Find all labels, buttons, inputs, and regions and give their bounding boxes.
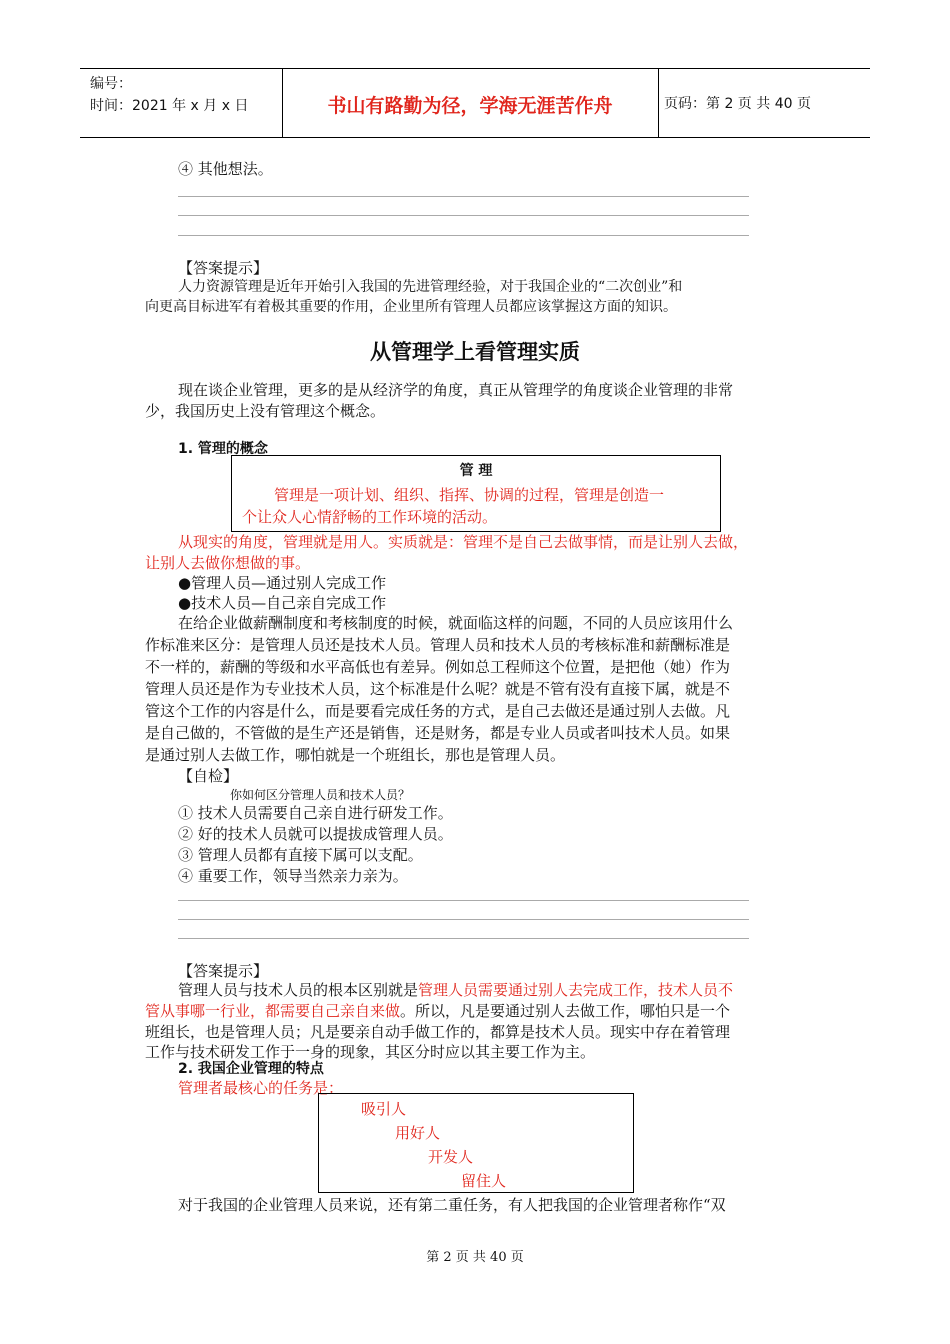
task-item: 留住人	[461, 1172, 507, 1190]
section-heading: 2. 我国企业管理的特点	[178, 1061, 324, 1077]
section-heading: 1. 管理的概念	[178, 441, 268, 457]
answer-line	[178, 919, 749, 920]
hint-text: 人力资源管理是近年开始引入我国的先进管理经验，对于我国企业的“二次创业”和	[178, 279, 683, 295]
answer-line	[178, 235, 749, 236]
page-header	[80, 68, 870, 138]
definition-box	[231, 455, 721, 532]
answer-line	[178, 938, 749, 939]
answer-line	[178, 196, 749, 197]
paragraph-line: 在给企业做薪酬制度和考核制度的时候，就面临这样的问题，不同的人员应该用什么	[178, 614, 734, 632]
hint-text-highlight: 管从事哪一行业，都需要自己亲自来做	[145, 1002, 401, 1020]
paragraph-line: 是通过别人去做工作，哪怕就是一个班组长，那也是管理人员。	[145, 746, 566, 764]
tasks-box	[318, 1093, 634, 1193]
option-item: ② 好的技术人员就可以提拔成管理人员。	[178, 825, 453, 843]
header-info	[90, 73, 248, 117]
header-motto: 书山有路勤为径，学海无涯苦作舟	[327, 95, 613, 117]
header-page-label: 页码：第 2 页 共 40 页	[664, 96, 811, 112]
highlight-text: 让别人去做你想做的事。	[145, 554, 311, 572]
hint-text: 工作与技术研发工作于一身的现象，其区分时应以其主要工作为主。	[145, 1043, 596, 1061]
hint-text	[178, 979, 733, 1001]
core-task-label: 管理者最核心的任务是：	[178, 1079, 344, 1097]
task-item: 用好人	[395, 1124, 441, 1142]
hint-text-highlight: 管理人员需要通过别人去完成工作，技术人员不	[418, 981, 734, 999]
date-label: 时间：2021 年 x 月 x 日	[90, 98, 249, 114]
bullet-item: ●技术人员—自己亲自完成工作	[178, 594, 387, 612]
paragraph-line: 不一样的，薪酬的等级和水平高低也有差异。例如总工程师这个位置，是把他（她）作为	[145, 658, 731, 676]
definition-text: 个让众人心情舒畅的工作环境的活动。	[242, 508, 498, 526]
hint-text	[145, 1000, 730, 1022]
selfcheck-question: 你如何区分管理人员和技术人员？	[230, 788, 411, 802]
article-title: 从管理学上看管理实质	[370, 340, 580, 364]
task-item: 开发人	[428, 1148, 474, 1166]
hint-heading: 【答案提示】	[178, 962, 269, 980]
answer-line	[178, 215, 749, 216]
intro-text: 现在谈企业管理，更多的是从经济学的角度，真正从管理学的角度谈企业管理的非常	[178, 381, 734, 399]
paragraph-line: 管这个工作的内容是什么，而是要看完成任务的方式，是自己去做还是通过别人去做。凡	[145, 702, 731, 720]
answer-line	[178, 900, 749, 901]
paragraph-line: 作标准来区分：是管理人员还是技术人员。管理人员和技术人员的考核标准和薪酬标准是	[145, 636, 731, 654]
option-item: ③ 管理人员都有直接下属可以支配。	[178, 846, 423, 864]
selfcheck-heading: 【自检】	[178, 767, 239, 785]
paragraph-line: 对于我国的企业管理人员来说，还有第二重任务，有人把我国的企业管理者称作“双	[178, 1196, 726, 1214]
number-label: 编号：	[90, 76, 132, 92]
hint-text: 班组长，也是管理人员；凡是要亲自动手做工作的，都算是技术人员。现实中存在着管理	[145, 1023, 731, 1041]
paragraph-line: 是自己做的，不管做的是生产还是销售，还是财务，都是专业人员或者叫技术人员。如果	[145, 724, 731, 742]
highlight-text: 从现实的角度，管理就是用人。实质就是：管理不是自己去做事情，而是让别人去做，	[178, 533, 749, 551]
hint-heading: 【答案提示】	[178, 259, 269, 277]
option-item: ④ 其他想法。	[178, 160, 273, 178]
option-item: ④ 重要工作，领导当然亲力亲为。	[178, 867, 408, 885]
definition-title: 管 理	[459, 463, 493, 479]
hint-text-normal: 管理人员与技术人员的根本区别就是	[178, 981, 419, 999]
option-item: ① 技术人员需要自己亲自进行研发工作。	[178, 804, 453, 822]
task-item: 吸引人	[361, 1100, 407, 1118]
intro-text: 少，我国历史上没有管理这个概念。	[145, 402, 386, 420]
page-footer: 第 2 页 共 40 页	[426, 1250, 524, 1265]
hint-text-normal: 。所以，凡是要通过别人去做工作，哪怕只是一个	[400, 1002, 731, 1020]
definition-text: 管理是一项计划、组织、指挥、协调的过程，管理是创造一	[274, 486, 665, 504]
hint-text: 向更高目标进军有着极其重要的作用，企业里所有管理人员都应该掌握这方面的知识。	[145, 299, 677, 315]
header-divider	[658, 69, 659, 137]
bullet-item: ●管理人员—通过别人完成工作	[178, 574, 387, 592]
paragraph-line: 管理人员还是作为专业技术人员，这个标准是什么呢？就是不管有没有直接下属，就是不	[145, 680, 731, 698]
